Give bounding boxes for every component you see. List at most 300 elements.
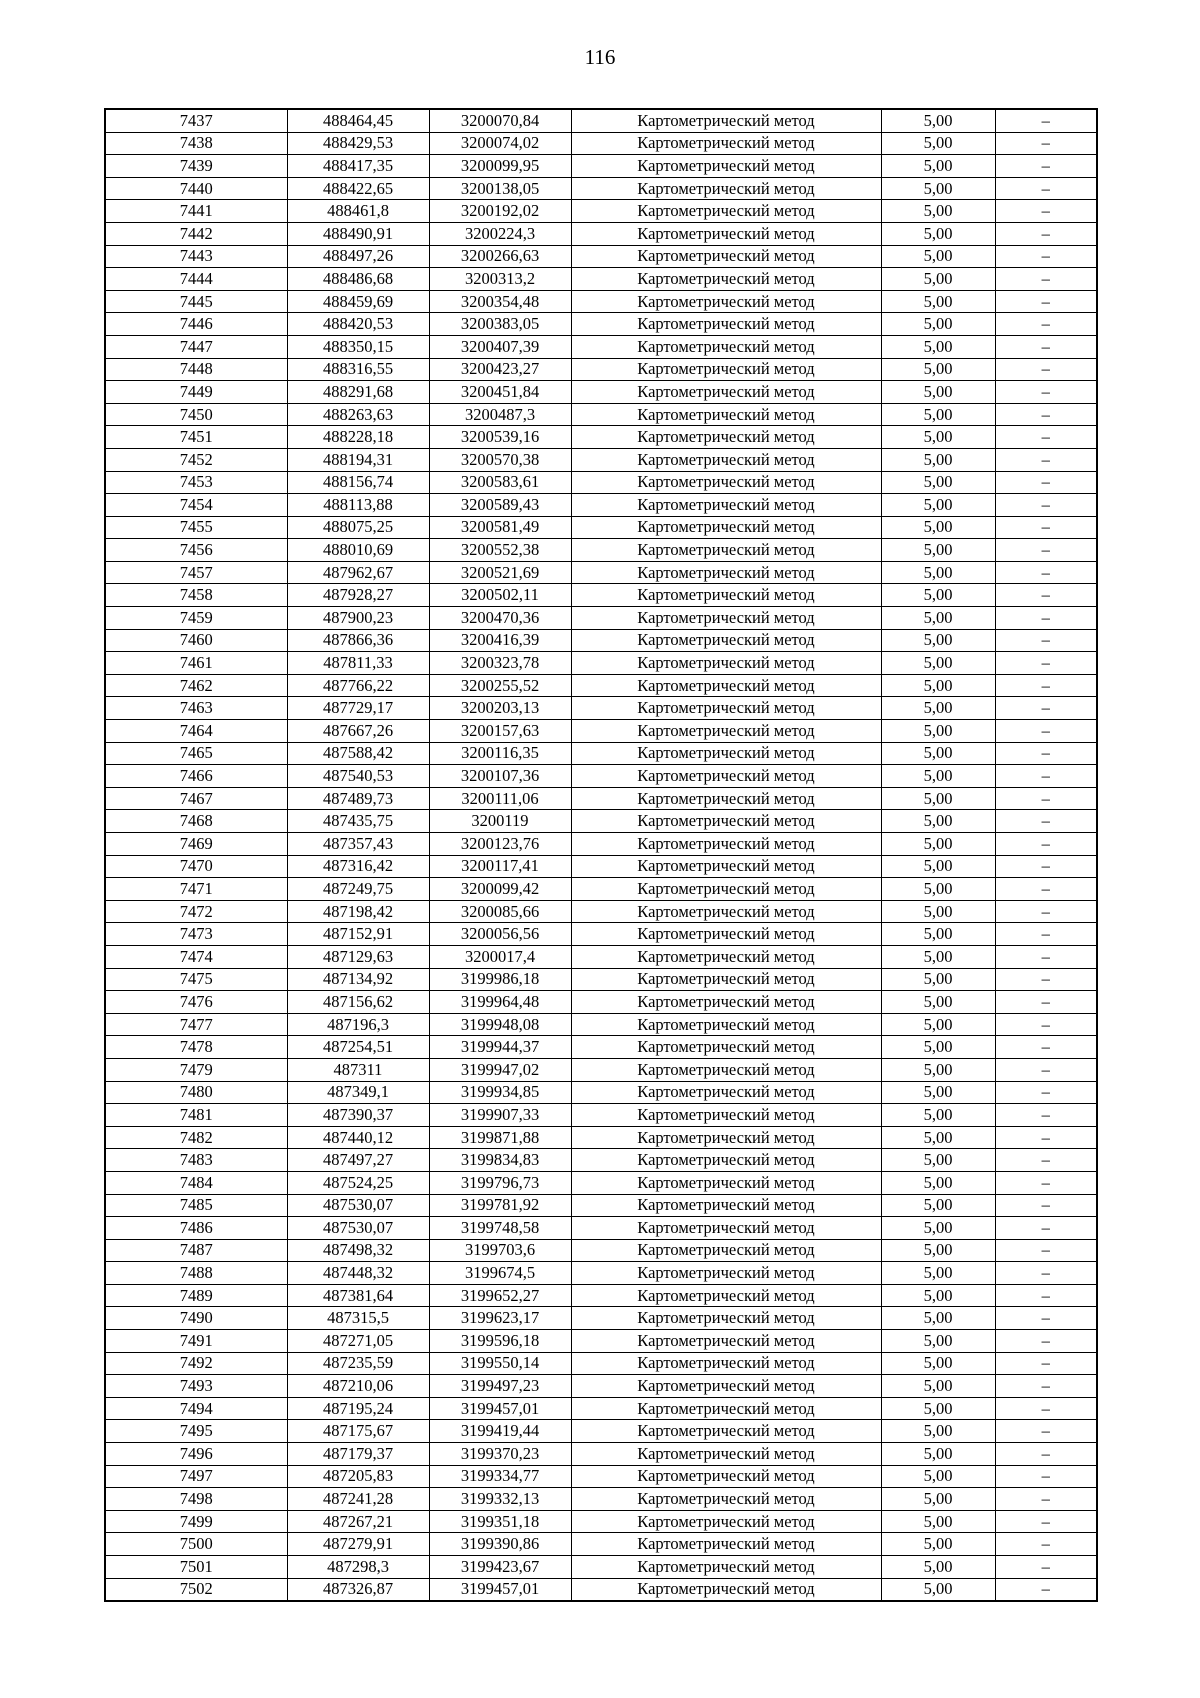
coordinates-table-body: [105, 109, 1097, 1601]
point-number-cell: 7444: [105, 268, 287, 291]
table-row: [105, 1284, 1097, 1307]
note-cell: –: [995, 1352, 1097, 1375]
x-coordinate-cell: 487489,73: [287, 787, 429, 810]
note-cell: –: [995, 1126, 1097, 1149]
accuracy-cell: 5,00: [881, 697, 995, 720]
point-number-cell: 7454: [105, 494, 287, 517]
x-coordinate-cell: 488075,25: [287, 516, 429, 539]
note-cell: –: [995, 1488, 1097, 1511]
note-cell: –: [995, 787, 1097, 810]
table-row: [105, 1375, 1097, 1398]
page-number: 116: [584, 45, 616, 69]
x-coordinate-cell: 488228,18: [287, 426, 429, 449]
y-coordinate-cell: 3200255,52: [429, 674, 571, 697]
method-cell: Картометрический метод: [571, 200, 881, 223]
note-cell: –: [995, 132, 1097, 155]
point-number-cell: 7464: [105, 720, 287, 743]
x-coordinate-cell: 488464,45: [287, 109, 429, 132]
x-coordinate-cell: 488291,68: [287, 381, 429, 404]
point-number-cell: 7440: [105, 177, 287, 200]
method-cell: Картометрический метод: [571, 1465, 881, 1488]
accuracy-cell: 5,00: [881, 313, 995, 336]
note-cell: –: [995, 878, 1097, 901]
x-coordinate-cell: 487315,5: [287, 1307, 429, 1330]
accuracy-cell: 5,00: [881, 1420, 995, 1443]
method-cell: Картометрический метод: [571, 268, 881, 291]
note-cell: –: [995, 561, 1097, 584]
note-cell: –: [995, 991, 1097, 1014]
x-coordinate-cell: 487498,32: [287, 1239, 429, 1262]
accuracy-cell: 5,00: [881, 765, 995, 788]
x-coordinate-cell: 488316,55: [287, 358, 429, 381]
method-cell: Картометрический метод: [571, 765, 881, 788]
y-coordinate-cell: 3200099,95: [429, 155, 571, 178]
y-coordinate-cell: 3199781,92: [429, 1194, 571, 1217]
note-cell: –: [995, 1443, 1097, 1466]
note-cell: –: [995, 358, 1097, 381]
accuracy-cell: 5,00: [881, 742, 995, 765]
note-cell: –: [995, 810, 1097, 833]
x-coordinate-cell: 488263,63: [287, 403, 429, 426]
note-cell: –: [995, 1194, 1097, 1217]
method-cell: Картометрический метод: [571, 1013, 881, 1036]
point-number-cell: 7459: [105, 607, 287, 630]
y-coordinate-cell: 3199748,58: [429, 1217, 571, 1240]
note-cell: –: [995, 742, 1097, 765]
accuracy-cell: 5,00: [881, 539, 995, 562]
y-coordinate-cell: 3199550,14: [429, 1352, 571, 1375]
x-coordinate-cell: 488490,91: [287, 222, 429, 245]
x-coordinate-cell: 487195,24: [287, 1397, 429, 1420]
point-number-cell: 7501: [105, 1556, 287, 1579]
accuracy-cell: 5,00: [881, 810, 995, 833]
note-cell: –: [995, 1149, 1097, 1172]
x-coordinate-cell: 488417,35: [287, 155, 429, 178]
accuracy-cell: 5,00: [881, 1239, 995, 1262]
y-coordinate-cell: 3200539,16: [429, 426, 571, 449]
x-coordinate-cell: 487729,17: [287, 697, 429, 720]
accuracy-cell: 5,00: [881, 1262, 995, 1285]
accuracy-cell: 5,00: [881, 471, 995, 494]
y-coordinate-cell: 3199674,5: [429, 1262, 571, 1285]
y-coordinate-cell: 3200070,84: [429, 109, 571, 132]
accuracy-cell: 5,00: [881, 494, 995, 517]
note-cell: –: [995, 1420, 1097, 1443]
note-cell: –: [995, 1217, 1097, 1240]
accuracy-cell: 5,00: [881, 1352, 995, 1375]
table-row: [105, 539, 1097, 562]
table-row: [105, 561, 1097, 584]
table-row: [105, 494, 1097, 517]
x-coordinate-cell: 487811,33: [287, 652, 429, 675]
x-coordinate-cell: 487326,87: [287, 1578, 429, 1601]
accuracy-cell: 5,00: [881, 855, 995, 878]
accuracy-cell: 5,00: [881, 1533, 995, 1556]
method-cell: Картометрический метод: [571, 697, 881, 720]
y-coordinate-cell: 3200470,36: [429, 607, 571, 630]
y-coordinate-cell: 3199703,6: [429, 1239, 571, 1262]
table-row: [105, 1081, 1097, 1104]
x-coordinate-cell: 487267,21: [287, 1510, 429, 1533]
x-coordinate-cell: 487900,23: [287, 607, 429, 630]
table-row: [105, 991, 1097, 1014]
method-cell: Картометрический метод: [571, 1443, 881, 1466]
accuracy-cell: 5,00: [881, 991, 995, 1014]
table-row: [105, 313, 1097, 336]
accuracy-cell: 5,00: [881, 1375, 995, 1398]
method-cell: Картометрический метод: [571, 1217, 881, 1240]
table-row: [105, 200, 1097, 223]
accuracy-cell: 5,00: [881, 1443, 995, 1466]
note-cell: –: [995, 1036, 1097, 1059]
method-cell: Картометрический метод: [571, 1510, 881, 1533]
point-number-cell: 7489: [105, 1284, 287, 1307]
x-coordinate-cell: 488420,53: [287, 313, 429, 336]
y-coordinate-cell: 3200383,05: [429, 313, 571, 336]
table-row: [105, 674, 1097, 697]
x-coordinate-cell: 487311: [287, 1058, 429, 1081]
note-cell: –: [995, 855, 1097, 878]
point-number-cell: 7443: [105, 245, 287, 268]
accuracy-cell: 5,00: [881, 1104, 995, 1127]
note-cell: –: [995, 1375, 1097, 1398]
accuracy-cell: 5,00: [881, 1330, 995, 1353]
method-cell: Картометрический метод: [571, 584, 881, 607]
note-cell: –: [995, 1556, 1097, 1579]
accuracy-cell: 5,00: [881, 787, 995, 810]
x-coordinate-cell: 487667,26: [287, 720, 429, 743]
table-row: [105, 1397, 1097, 1420]
method-cell: Картометрический метод: [571, 810, 881, 833]
method-cell: Картометрический метод: [571, 313, 881, 336]
x-coordinate-cell: 487588,42: [287, 742, 429, 765]
y-coordinate-cell: 3199623,17: [429, 1307, 571, 1330]
accuracy-cell: 5,00: [881, 1284, 995, 1307]
point-number-cell: 7445: [105, 290, 287, 313]
x-coordinate-cell: 487524,25: [287, 1171, 429, 1194]
note-cell: –: [995, 200, 1097, 223]
y-coordinate-cell: 3200117,41: [429, 855, 571, 878]
note-cell: –: [995, 1171, 1097, 1194]
y-coordinate-cell: 3199457,01: [429, 1578, 571, 1601]
y-coordinate-cell: 3199934,85: [429, 1081, 571, 1104]
method-cell: Картометрический метод: [571, 155, 881, 178]
table-row: [105, 358, 1097, 381]
table-row: [105, 1104, 1097, 1127]
note-cell: –: [995, 222, 1097, 245]
table-row: [105, 900, 1097, 923]
y-coordinate-cell: 3199334,77: [429, 1465, 571, 1488]
method-cell: Картометрический метод: [571, 607, 881, 630]
table-row: [105, 787, 1097, 810]
method-cell: Картометрический метод: [571, 358, 881, 381]
y-coordinate-cell: 3200116,35: [429, 742, 571, 765]
method-cell: Картометрический метод: [571, 968, 881, 991]
method-cell: Картометрический метод: [571, 629, 881, 652]
y-coordinate-cell: 3200138,05: [429, 177, 571, 200]
note-cell: –: [995, 1058, 1097, 1081]
y-coordinate-cell: 3200119: [429, 810, 571, 833]
table-row: [105, 222, 1097, 245]
accuracy-cell: 5,00: [881, 923, 995, 946]
point-number-cell: 7492: [105, 1352, 287, 1375]
method-cell: Картометрический метод: [571, 561, 881, 584]
accuracy-cell: 5,00: [881, 448, 995, 471]
note-cell: –: [995, 697, 1097, 720]
point-number-cell: 7457: [105, 561, 287, 584]
y-coordinate-cell: 3199796,73: [429, 1171, 571, 1194]
method-cell: Картометрический метод: [571, 742, 881, 765]
x-coordinate-cell: 487271,05: [287, 1330, 429, 1353]
note-cell: –: [995, 155, 1097, 178]
note-cell: –: [995, 290, 1097, 313]
accuracy-cell: 5,00: [881, 652, 995, 675]
method-cell: Картометрический метод: [571, 1488, 881, 1511]
point-number-cell: 7461: [105, 652, 287, 675]
table-row: [105, 607, 1097, 630]
table-row: [105, 742, 1097, 765]
y-coordinate-cell: 3200111,06: [429, 787, 571, 810]
note-cell: –: [995, 1081, 1097, 1104]
method-cell: Картометрический метод: [571, 1058, 881, 1081]
accuracy-cell: 5,00: [881, 720, 995, 743]
x-coordinate-cell: 488459,69: [287, 290, 429, 313]
point-number-cell: 7477: [105, 1013, 287, 1036]
table-row: [105, 945, 1097, 968]
note-cell: –: [995, 900, 1097, 923]
y-coordinate-cell: 3200416,39: [429, 629, 571, 652]
x-coordinate-cell: 487254,51: [287, 1036, 429, 1059]
accuracy-cell: 5,00: [881, 222, 995, 245]
method-cell: Картометрический метод: [571, 720, 881, 743]
point-number-cell: 7449: [105, 381, 287, 404]
note-cell: –: [995, 471, 1097, 494]
table-row: [105, 448, 1097, 471]
note-cell: –: [995, 923, 1097, 946]
point-number-cell: 7441: [105, 200, 287, 223]
method-cell: Картометрический метод: [571, 290, 881, 313]
point-number-cell: 7502: [105, 1578, 287, 1601]
point-number-cell: 7498: [105, 1488, 287, 1511]
note-cell: –: [995, 584, 1097, 607]
method-cell: Картометрический метод: [571, 471, 881, 494]
y-coordinate-cell: 3199947,02: [429, 1058, 571, 1081]
x-coordinate-cell: 487866,36: [287, 629, 429, 652]
note-cell: –: [995, 674, 1097, 697]
method-cell: Картометрический метод: [571, 1420, 881, 1443]
method-cell: Картометрический метод: [571, 1330, 881, 1353]
method-cell: Картометрический метод: [571, 1126, 881, 1149]
table-row: [105, 697, 1097, 720]
point-number-cell: 7496: [105, 1443, 287, 1466]
x-coordinate-cell: 487448,32: [287, 1262, 429, 1285]
point-number-cell: 7438: [105, 132, 287, 155]
table-row: [105, 1013, 1097, 1036]
point-number-cell: 7491: [105, 1330, 287, 1353]
table-row: [105, 810, 1097, 833]
x-coordinate-cell: 488113,88: [287, 494, 429, 517]
x-coordinate-cell: 487279,91: [287, 1533, 429, 1556]
x-coordinate-cell: 487298,3: [287, 1556, 429, 1579]
point-number-cell: 7475: [105, 968, 287, 991]
accuracy-cell: 5,00: [881, 1397, 995, 1420]
y-coordinate-cell: 3200323,78: [429, 652, 571, 675]
method-cell: Картометрический метод: [571, 1239, 881, 1262]
method-cell: Картометрический метод: [571, 177, 881, 200]
accuracy-cell: 5,00: [881, 403, 995, 426]
x-coordinate-cell: 487210,06: [287, 1375, 429, 1398]
point-number-cell: 7439: [105, 155, 287, 178]
x-coordinate-cell: 487205,83: [287, 1465, 429, 1488]
point-number-cell: 7442: [105, 222, 287, 245]
table-row: [105, 652, 1097, 675]
point-number-cell: 7455: [105, 516, 287, 539]
table-row: [105, 245, 1097, 268]
method-cell: Картометрический метод: [571, 516, 881, 539]
point-number-cell: 7472: [105, 900, 287, 923]
table-row: [105, 629, 1097, 652]
note-cell: –: [995, 313, 1097, 336]
accuracy-cell: 5,00: [881, 358, 995, 381]
y-coordinate-cell: 3200192,02: [429, 200, 571, 223]
table-row: [105, 765, 1097, 788]
method-cell: Картометрический метод: [571, 1036, 881, 1059]
table-row: [105, 1533, 1097, 1556]
accuracy-cell: 5,00: [881, 1036, 995, 1059]
point-number-cell: 7470: [105, 855, 287, 878]
point-number-cell: 7448: [105, 358, 287, 381]
x-coordinate-cell: 487530,07: [287, 1194, 429, 1217]
table-row: [105, 1262, 1097, 1285]
y-coordinate-cell: 3200423,27: [429, 358, 571, 381]
y-coordinate-cell: 3199419,44: [429, 1420, 571, 1443]
point-number-cell: 7447: [105, 335, 287, 358]
method-cell: Картометрический метод: [571, 787, 881, 810]
y-coordinate-cell: 3199423,67: [429, 1556, 571, 1579]
y-coordinate-cell: 3200354,48: [429, 290, 571, 313]
accuracy-cell: 5,00: [881, 607, 995, 630]
point-number-cell: 7480: [105, 1081, 287, 1104]
method-cell: Картометрический метод: [571, 945, 881, 968]
note-cell: –: [995, 945, 1097, 968]
x-coordinate-cell: 487540,53: [287, 765, 429, 788]
accuracy-cell: 5,00: [881, 1171, 995, 1194]
point-number-cell: 7468: [105, 810, 287, 833]
table-row: [105, 1149, 1097, 1172]
method-cell: Картометрический метод: [571, 109, 881, 132]
y-coordinate-cell: 3200570,38: [429, 448, 571, 471]
table-row: [105, 878, 1097, 901]
accuracy-cell: 5,00: [881, 584, 995, 607]
method-cell: Картометрический метод: [571, 652, 881, 675]
x-coordinate-cell: 488461,8: [287, 200, 429, 223]
note-cell: –: [995, 1013, 1097, 1036]
y-coordinate-cell: 3199834,83: [429, 1149, 571, 1172]
method-cell: Картометрический метод: [571, 833, 881, 856]
note-cell: –: [995, 1284, 1097, 1307]
x-coordinate-cell: 487530,07: [287, 1217, 429, 1240]
accuracy-cell: 5,00: [881, 1081, 995, 1104]
table-row: [105, 471, 1097, 494]
point-number-cell: 7493: [105, 1375, 287, 1398]
table-row: [105, 403, 1097, 426]
note-cell: –: [995, 403, 1097, 426]
method-cell: Картометрический метод: [571, 1533, 881, 1556]
table-row: [105, 1239, 1097, 1262]
method-cell: Картометрический метод: [571, 923, 881, 946]
y-coordinate-cell: 3199948,08: [429, 1013, 571, 1036]
x-coordinate-cell: 487156,62: [287, 991, 429, 1014]
table-row: [105, 109, 1097, 132]
accuracy-cell: 5,00: [881, 1013, 995, 1036]
table-row: [105, 720, 1097, 743]
accuracy-cell: 5,00: [881, 381, 995, 404]
x-coordinate-cell: 487179,37: [287, 1443, 429, 1466]
accuracy-cell: 5,00: [881, 1217, 995, 1240]
y-coordinate-cell: 3199964,48: [429, 991, 571, 1014]
point-number-cell: 7458: [105, 584, 287, 607]
method-cell: Картометрический метод: [571, 381, 881, 404]
point-number-cell: 7490: [105, 1307, 287, 1330]
y-coordinate-cell: 3200017,4: [429, 945, 571, 968]
accuracy-cell: 5,00: [881, 516, 995, 539]
note-cell: –: [995, 1104, 1097, 1127]
x-coordinate-cell: 487134,92: [287, 968, 429, 991]
point-number-cell: 7465: [105, 742, 287, 765]
method-cell: Картометрический метод: [571, 900, 881, 923]
x-coordinate-cell: 487381,64: [287, 1284, 429, 1307]
note-cell: –: [995, 1510, 1097, 1533]
table-row: [105, 968, 1097, 991]
table-row: [105, 290, 1097, 313]
x-coordinate-cell: 487198,42: [287, 900, 429, 923]
point-number-cell: 7482: [105, 1126, 287, 1149]
accuracy-cell: 5,00: [881, 900, 995, 923]
accuracy-cell: 5,00: [881, 132, 995, 155]
method-cell: Картометрический метод: [571, 1284, 881, 1307]
y-coordinate-cell: 3199907,33: [429, 1104, 571, 1127]
x-coordinate-cell: 487357,43: [287, 833, 429, 856]
y-coordinate-cell: 3200074,02: [429, 132, 571, 155]
note-cell: –: [995, 1397, 1097, 1420]
accuracy-cell: 5,00: [881, 1578, 995, 1601]
point-number-cell: 7494: [105, 1397, 287, 1420]
table-row: [105, 584, 1097, 607]
note-cell: –: [995, 381, 1097, 404]
accuracy-cell: 5,00: [881, 109, 995, 132]
point-number-cell: 7450: [105, 403, 287, 426]
y-coordinate-cell: 3200502,11: [429, 584, 571, 607]
y-coordinate-cell: 3200313,2: [429, 268, 571, 291]
x-coordinate-cell: 487175,67: [287, 1420, 429, 1443]
note-cell: –: [995, 448, 1097, 471]
accuracy-cell: 5,00: [881, 426, 995, 449]
note-cell: –: [995, 720, 1097, 743]
point-number-cell: 7453: [105, 471, 287, 494]
y-coordinate-cell: 3200224,3: [429, 222, 571, 245]
y-coordinate-cell: 3199351,18: [429, 1510, 571, 1533]
accuracy-cell: 5,00: [881, 268, 995, 291]
x-coordinate-cell: 487928,27: [287, 584, 429, 607]
point-number-cell: 7473: [105, 923, 287, 946]
table-row: [105, 132, 1097, 155]
point-number-cell: 7462: [105, 674, 287, 697]
x-coordinate-cell: 487962,67: [287, 561, 429, 584]
coordinates-table: [104, 108, 1098, 1602]
y-coordinate-cell: 3200407,39: [429, 335, 571, 358]
table-row: [105, 1510, 1097, 1533]
table-row: [105, 1058, 1097, 1081]
